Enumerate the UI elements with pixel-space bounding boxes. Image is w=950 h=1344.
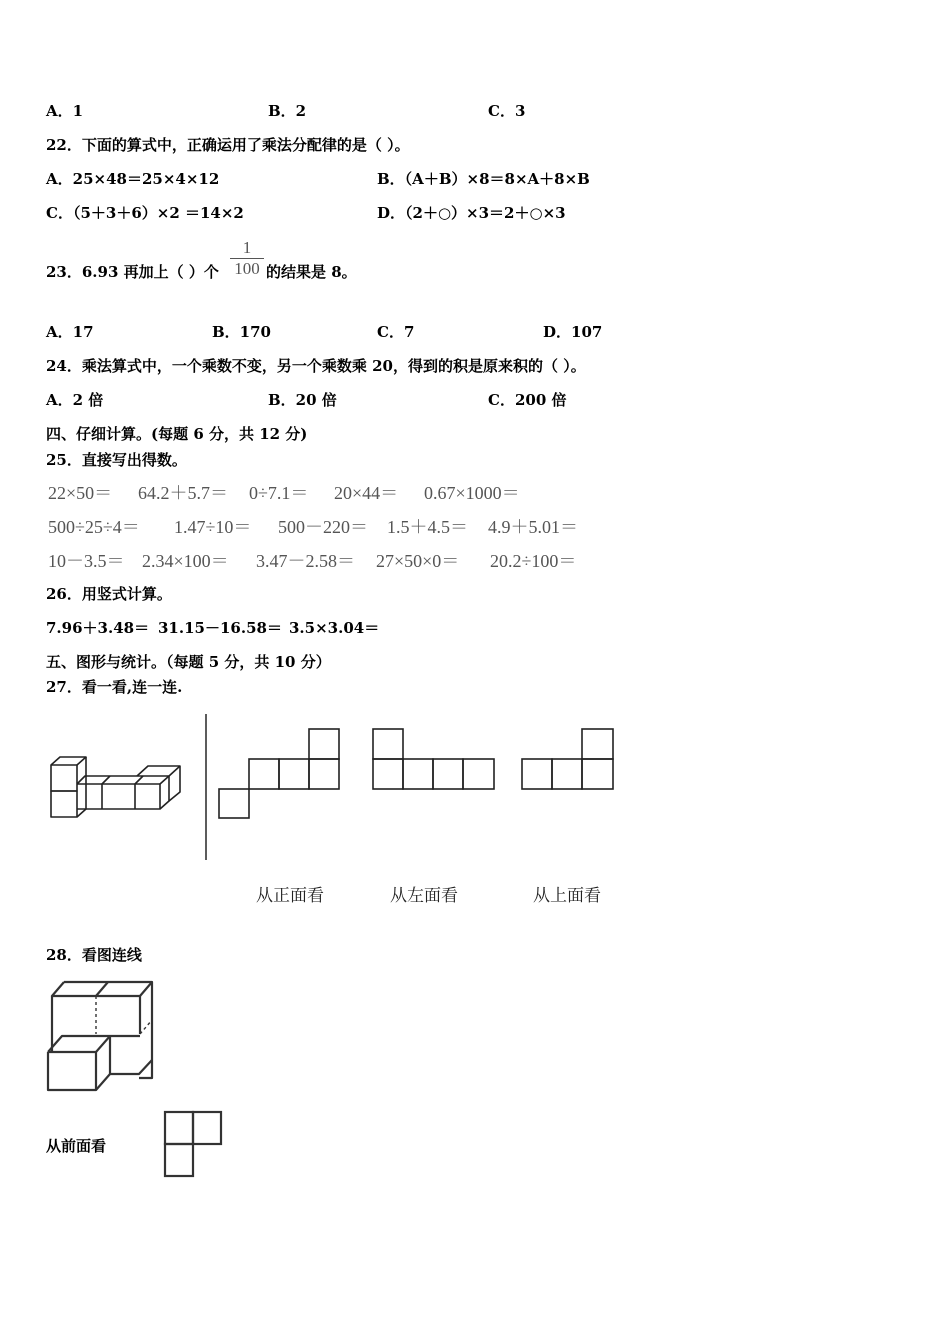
q27-view-shape-3 xyxy=(521,728,615,790)
q23-stem-before: 23．6.93 再加上（ ）个 xyxy=(46,263,219,281)
calc-item: 10－3.5＝ xyxy=(48,551,125,571)
caption-left-view: 从左面看 xyxy=(390,886,458,906)
q23-option-c: C．7 xyxy=(377,323,415,341)
section5-title: 五、图形与统计。（每题 5 分，共 10 分） xyxy=(46,653,331,671)
q27-stem: 27．看一看,连一连. xyxy=(46,678,183,696)
q24-option-a: A．2 倍 xyxy=(46,391,104,409)
q28-view-label: 从前面看 xyxy=(46,1137,107,1155)
q22-option-b: B．（A＋B）×8＝8×A＋8×B xyxy=(377,170,590,188)
vertical-calc-item: 3.5×3.04＝ xyxy=(289,619,380,637)
q23-stem-after: 的结果是 8。 xyxy=(266,263,357,281)
calc-item: 64.2＋5.7＝ xyxy=(138,483,228,503)
calc-item: 4.9＋5.01＝ xyxy=(488,517,578,537)
vertical-calc-item: 31.15－16.58＝ xyxy=(158,619,282,637)
q23-option-d: D．107 xyxy=(543,323,603,341)
calc-item: 27×50×0＝ xyxy=(376,551,460,571)
q24-option-b: B．20 倍 xyxy=(268,391,337,409)
calc-item: 1.47÷10＝ xyxy=(174,517,252,537)
calc-item: 2.34×100＝ xyxy=(142,551,229,571)
q25-stem: 25．直接写出得数。 xyxy=(46,451,187,469)
q22-option-d: D．（2＋○）×3＝2＋○×3 xyxy=(377,204,566,222)
calc-item: 20.2÷100＝ xyxy=(490,551,577,571)
q21-option-c: C．3 xyxy=(488,102,526,120)
q23-option-b: B．170 xyxy=(212,323,271,341)
caption-top-view: 从上面看 xyxy=(533,886,601,906)
q23-option-a: A．17 xyxy=(46,323,94,341)
q28-front-view-shape xyxy=(163,1110,225,1178)
q22-option-c: C．（5＋3＋6）×2 ＝14×2 xyxy=(46,204,244,222)
caption-front-view: 从正面看 xyxy=(256,886,324,906)
calc-item: 0.67×1000＝ xyxy=(424,483,520,503)
calc-item: 20×44＝ xyxy=(334,483,399,503)
vertical-calc-item: 7.96＋3.48＝ xyxy=(46,619,150,637)
q24-option-c: C．200 倍 xyxy=(488,391,567,409)
calc-item: 500－220＝ xyxy=(278,517,368,537)
calc-item: 1.5＋4.5＝ xyxy=(387,517,468,537)
q22-stem: 22．下面的算式中，正确运用了乘法分配律的是（ ）。 xyxy=(46,136,410,154)
q21-option-a: A．1 xyxy=(46,102,84,120)
fraction-numerator: 1 xyxy=(230,238,264,259)
q22-option-a: A．25×48＝25×4×12 xyxy=(46,170,220,188)
calc-item: 3.47－2.58＝ xyxy=(256,551,355,571)
q23-fraction xyxy=(230,238,264,279)
q24-stem: 24．乘法算式中，一个乘数不变，另一个乘数乘 20，得到的积是原来积的（ ）。 xyxy=(46,357,586,375)
q26-stem: 26．用竖式计算。 xyxy=(46,585,172,603)
calc-item: 500÷25÷4＝ xyxy=(48,517,140,537)
vertical-divider xyxy=(204,714,208,860)
q27-view-shape-2 xyxy=(372,728,496,790)
q28-cube-solid-figure xyxy=(44,978,159,1096)
q28-stem: 28．看图连线 xyxy=(46,946,142,964)
calc-item: 22×50＝ xyxy=(48,483,113,503)
calc-item: 0÷7.1＝ xyxy=(249,483,309,503)
q27-view-shape-1 xyxy=(218,728,340,820)
section4-title: 四、仔细计算。(每题 6 分，共 12 分) xyxy=(46,425,308,443)
q27-cube-solid-figure xyxy=(40,750,190,825)
q21-option-b: B．2 xyxy=(268,102,307,120)
fraction-denominator: 100 xyxy=(234,259,260,278)
